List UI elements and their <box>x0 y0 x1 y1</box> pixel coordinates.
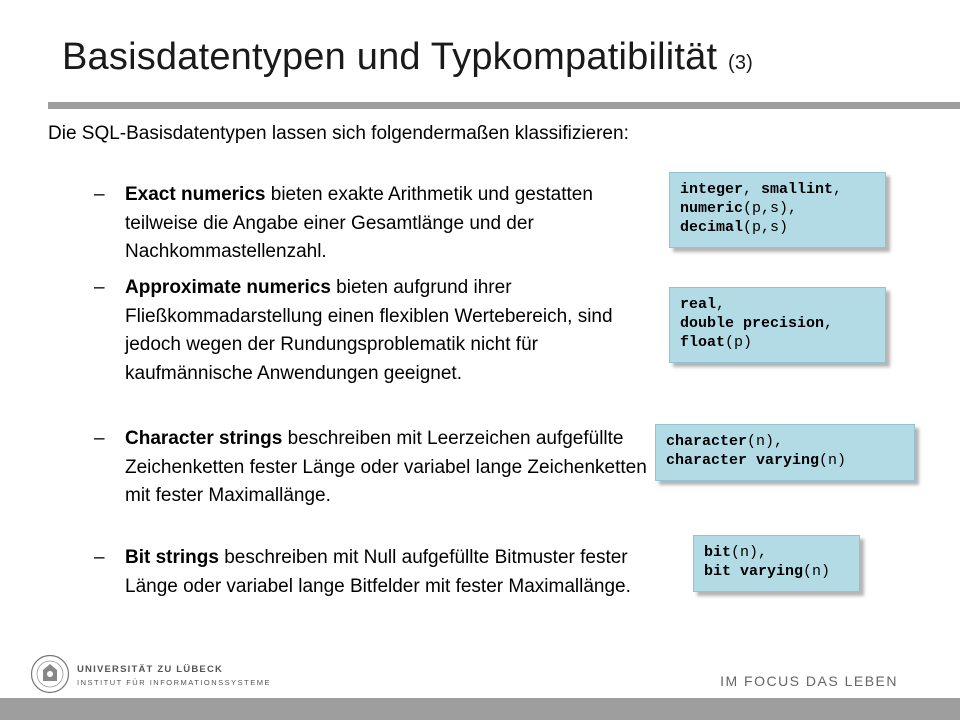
type-keyword: float <box>680 334 726 351</box>
bullet-dash: – <box>94 428 105 449</box>
slide-title <box>62 36 753 79</box>
code-line <box>680 199 875 218</box>
type-parameter: , <box>716 296 726 313</box>
code-line <box>666 451 904 470</box>
code-line <box>680 333 875 352</box>
type-parameter: (n) <box>819 452 847 469</box>
type-keyword: bit <box>704 544 732 561</box>
term-description: beschreiben mit Leerzeichen aufgefüllte Zeichenketten fester Länge oder variabel lange Zeichenketten mit fester Maximallänge. <box>125 428 647 506</box>
code-box-bit-types <box>693 535 860 592</box>
code-line <box>704 562 849 581</box>
type-keyword: numeric <box>680 200 744 217</box>
title-divider <box>48 102 960 109</box>
type-keyword: decimal <box>680 219 744 236</box>
slide-number: (3) <box>727 52 754 74</box>
bullet-dash: – <box>94 184 105 205</box>
type-parameter: (n), <box>747 433 784 450</box>
term-description: bieten aufgrund ihrer Fließkommadarstellung einen flexiblen Wertebereich, sind jedoch wegen der Rundungsproblematik nicht für kaufmännische Anwendungen geeignet. <box>125 277 613 384</box>
type-keyword: real <box>680 296 717 313</box>
university-name: UNIVERSITÄT ZU LÜBECK <box>77 664 224 675</box>
slide-title-text: Basisdatentypen und Typkompatibilität <box>62 36 718 78</box>
code-line <box>666 432 904 451</box>
type-keyword: bit varying <box>704 563 804 580</box>
term-label: Character strings <box>125 428 283 449</box>
list-item-bit-strings <box>94 544 649 601</box>
code-line <box>680 218 875 237</box>
code-line <box>680 180 875 199</box>
intro-text: Die SQL-Basisdatentypen lassen sich folgendermaßen klassifizieren: <box>48 123 629 144</box>
type-parameter: (n) <box>803 563 831 580</box>
type-parameter: (p,s) <box>743 219 789 236</box>
type-parameter: (p,s), <box>743 200 798 217</box>
footer-bar <box>0 698 960 720</box>
type-keyword: character varying <box>666 452 820 469</box>
university-motto: IM FOCUS DAS LEBEN <box>720 673 898 689</box>
type-keyword: character <box>666 433 748 450</box>
code-line <box>704 543 849 562</box>
list-item-approximate-numerics <box>94 274 649 388</box>
term-label: Exact numerics <box>125 184 266 205</box>
type-parameter: , <box>743 181 762 198</box>
term-description: beschreiben mit Null aufgefüllte Bitmuster fester Länge oder variabel lange Bitfelder mit fester Maximallänge. <box>125 547 631 597</box>
institute-name: INSTITUT FÜR INFORMATIONSSYSTEME <box>77 678 271 687</box>
code-box-approximate-types <box>669 287 886 363</box>
type-keyword: double precision <box>680 315 825 332</box>
code-box-numeric-types <box>669 172 886 248</box>
code-box-character-types <box>655 424 915 481</box>
code-line <box>680 314 875 333</box>
term-label: Approximate numerics <box>125 277 331 298</box>
term-label: Bit strings <box>125 547 219 568</box>
type-parameter: , <box>824 315 834 332</box>
university-seal-icon <box>30 654 70 694</box>
type-parameter: (p) <box>725 334 753 351</box>
term-description: bieten exakte Arithmetik und gestatten teilweise die Angabe einer Gesamtlänge und der Nachkommastellenzahl. <box>125 184 593 262</box>
list-item-exact-numerics <box>94 181 649 267</box>
type-keyword: smallint <box>761 181 834 198</box>
list-item-character-strings <box>94 425 649 511</box>
bullet-dash: – <box>94 547 105 568</box>
type-keyword: integer <box>680 181 744 198</box>
type-parameter: (n), <box>731 544 768 561</box>
type-parameter: , <box>833 181 843 198</box>
bullet-dash: – <box>94 277 105 298</box>
code-line <box>680 295 875 314</box>
